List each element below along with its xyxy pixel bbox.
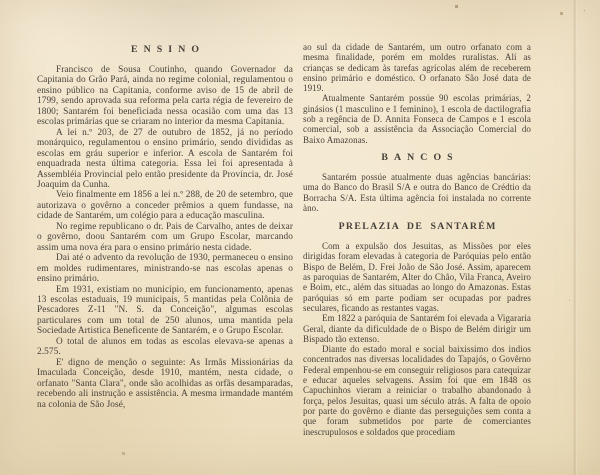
- paragraph-prelazia-2: Em 1822 a paróquia de Santarém foi elevada a Vigararia Geral, diante da dificuldade de o Bispo de Belém dirigir um Bispado tão extenso.: [303, 313, 531, 344]
- paragraph-prelazia-3: Diante do estado moral e social baixissimo dos indios concentrados nas diversas localidades do Tapajós, o Govêrno Federal empenhou-se em conseguir religiosos para catequizar e educar aqueles selvagens. Assim foi que em 1848 os Capuchinhos vieram a reiniciar o trabalho abandonado à força, pelos Jesuitas, quasi um século atrás. A falta de opoio por parte do govêrno e diante das perseguições sem conta a que foram submetidos por parte de comerciantes inescrupulosos e soldados que procediam: [303, 344, 531, 437]
- right-column: [303, 42, 531, 437]
- page-fold-shadow: [573, 0, 577, 475]
- paragraph-ensino-3: Veio finalmente em 1856 a lei n.º 288, de 20 de setembro, que autorizava o govêrno a conceder prêmios a quem fundasse, na cidade de Santarém, um colégio para a educação masculina.: [37, 190, 293, 222]
- paragraph-prelazia-1: Com a expulsão dos Jesuitas, as Missões por eles dirigidas foram elevadas à categoria de Paróquias pelo então Bispo de Belém, D. Frei João de São José. Assim, aparecem as paroquias de Santarém, Alter do Chão, Vila Franca, Aveiro e Boim, etc., além das situadas ao longo do Amazonas. Estas paróquias só em parte podiam ser ocupadas por padres seculares, ficando as restantes vagas.: [303, 241, 531, 313]
- paragraph-ensino-6: Em 1931, existiam no município, em funcionamento, apenas 13 escolas estaduais, 19 municipais, 5 mantidas pela Colônia de Pescadores Z-11 "N. S. da Conceição", algumas escolas particulares com um total de 250 alunos, uma mantida pela Sociedade Artistica Beneficente de Santarém, e o Grupo Escolar.: [37, 284, 293, 337]
- paragraph-ensino-4: No regime republicano o dr. Pais de Carvalho, antes de deixar o govêrno, doou Santarém com um Grupo Escolar, marcando assim uma nova éra para o ensino primário nesta cidade.: [37, 221, 293, 253]
- paragraph-ensino-continuation: ao sul da cidade de Santarém, um outro orfanato com a mesma finalidade, porém em moldes ruralistas. Alí as crianças se dedicam às tarefas agrícolas além de receberem ensino primário e doméstico. O orfanato São José data de 1919.: [303, 42, 531, 94]
- paragraph-ensino-atualmente: Atualmente Santarém possúe 90 escolas primárias, 2 ginásios (1 masculino e 1 feminino), 1 escola de dactilografia sob a regência de D. Annita Fonseca de Campos e 1 escola comercial, sob a assistência da Associação Comercial do Baixo Amazonas.: [303, 93, 531, 145]
- paragraph-bancos: Santarém possúe atualmente duas agências bancárias: uma do Banco do Brasil S/A e outra do Banco de Crédtio da Borracha S/A. Esta última agência foi instalada no corrente àno.: [303, 171, 531, 213]
- paragraph-ensino-7: O total de alunos em todas as escolas elevava-se apenas a 2.575.: [37, 336, 293, 358]
- page-content: [37, 42, 531, 437]
- paragraph-ensino-5: Dai até o advento da revolução de 1930, permaneceu o ensino em moldes rudimentares, ministrando-se nas escolas apenas o ensino primário.: [37, 253, 293, 285]
- left-column: [37, 42, 293, 437]
- section-heading-prelazia: PRELAZIA DE SANTARÉM: [338, 221, 497, 233]
- section-heading-ensino: ENSINO: [131, 44, 206, 55]
- section-heading-bancos: BANCOS: [381, 151, 459, 163]
- paragraph-ensino-1: Francisco de Sousa Coutinho, quando Governador da Capitania do Grão Pará, ainda no regime colonial, regulamentou o ensino público na Capitania, conforme aviso de 15 de abril de 1799, sendo aprovada sua reforma pela carta régia de fevereiro de 1800; Santarém foi beneficiada nessa ocasião com uma das 13 escolas primárias que se criaram no interior da mesma Capitania.: [37, 65, 293, 128]
- paper-specks: [0, 0, 1, 1]
- paragraph-ensino-2: A lei n.º 203, de 27 de outubro de 1852, já no período monárquico, regulamentou o ensino primário, sendo divididas as escolas em gráu superior e inferior. A escola de Santarém foi enquadrada nesta última categoria. Essa lei foi apresentada à Assembléia Provincial pelo então presidente da Província, dr. José Joaquim da Cunha.: [37, 127, 293, 190]
- paragraph-ensino-8: E' digno de menção o seguinte: As Irmãs Missionárias da Imaculada Conceição, desde 1910, mantém, nesta cidade, o orfanato "Santa Clara", onde são acolhidas as orfãs desamparadas, recebendo ali instrução e assistência. A mesma irmandade mantém na colonia de São José,: [37, 357, 293, 410]
